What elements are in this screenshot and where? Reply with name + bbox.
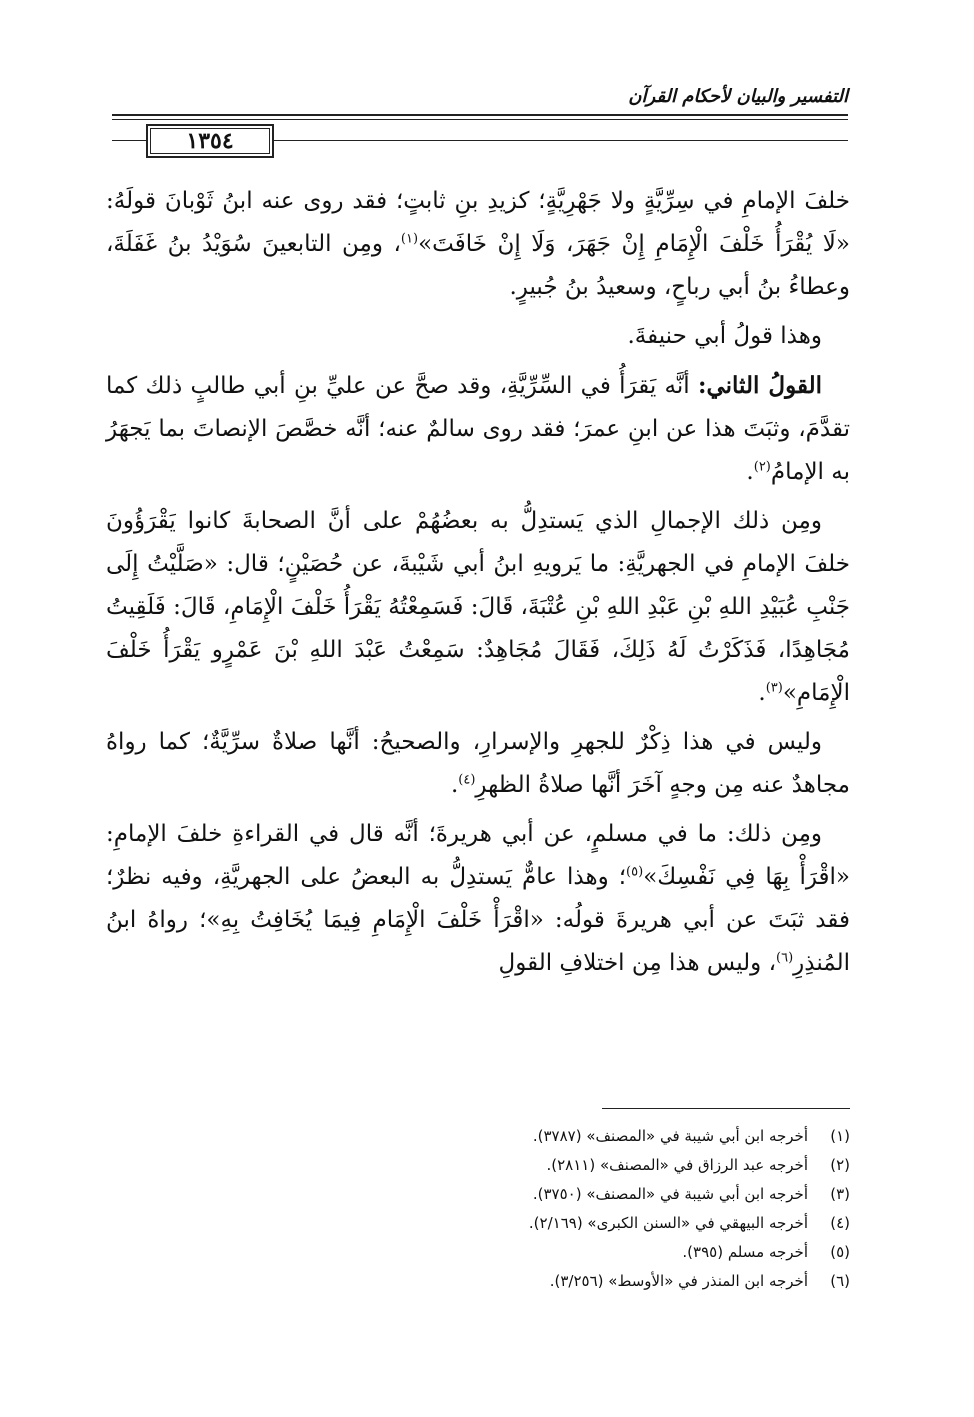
footnote [250, 1238, 850, 1267]
paragraph-text: . [758, 680, 766, 706]
footnote-text: أخرجه مسلم (٣٩٥). [682, 1243, 808, 1261]
paragraph-text: . [746, 459, 754, 485]
header-rule-thin [112, 119, 848, 120]
footnote [250, 1122, 850, 1151]
page-number-rule-right [272, 140, 848, 141]
page-number: ١٣٥٤ [146, 124, 274, 158]
paragraph [106, 500, 850, 715]
running-title: التفسير والبيان لأحكام القرآن [628, 86, 848, 107]
paragraph-text: وهذا قولُ أبي حنيفةَ. [627, 323, 822, 349]
footnote [250, 1180, 850, 1209]
paragraph-text: وليس في هذا ذِكْرٌ للجهرِ والإسرارِ، والصحيحُ: أنَّها صلاةٌ سرِّيَّةٌ؛ كما رواهُ مجاهدٌ عنه مِن وجهٍ آخَرَ أنَّها صلاةُ الظهرِ [106, 729, 850, 798]
footnote [250, 1151, 850, 1180]
footnote-ref: (٣) [765, 680, 783, 696]
paragraph [106, 813, 850, 985]
paragraph-text: ، ومِن التابعينَ سُوَيْدُ بنُ غَفَلَةَ، وعطاءُ بنُ أبي رباحٍ، وسعيدُ بنُ جُبيرٍ. [106, 231, 850, 300]
paragraph [106, 315, 850, 358]
section-lead: القولُ الثاني: [697, 372, 822, 399]
footnote-text: أخرجه ابن أبي شيبة في «المصنف» (٣٧٨٧). [532, 1127, 808, 1145]
footnote [250, 1267, 850, 1296]
paragraph-text: ؛ وهذا عامٌّ يَستدِلُّ به البعضُ على الجهريَّةِ، وفيه نظرٌ؛ فقد ثبَتَ عن أبي هريرةَ قولُه: «اقْرَأْ خَلْفَ الْإِمَامِ فِيمَا يُخَافِتُ بِهِ»؛ رواهُ ابنُ المُنذِرِ [106, 864, 850, 976]
footnote-ref: (٥) [626, 864, 644, 880]
header-rule [112, 114, 848, 116]
footnote-ref: (٤) [458, 772, 476, 788]
paragraph-text: ومِن ذلك الإجمالِ الذي يَستدِلُّ به بعضُهُمْ على أنَّ الصحابةَ كانوا يَقْرَؤُونَ خلفَ الإمامِ في الجهريَّةِ: ما يَرويهِ ابنُ أبي شَيْبةَ، عن حُصَيْنٍ؛ قال: «صَلَّيْتُ إِلَى جَنْبِ عُبَيْدِ اللهِ بْنِ عَبْدِ اللهِ بْنِ عُتْبَةَ، قَالَ: فَسَمِعْتُهُ يَقْرَأُ خَلْفَ الْإِمَامِ، قَالَ: فَلَقِيتُ مُجَاهِدًا، فَذَكَرْتُ لَهُ ذَلِكَ، فَقَالَ مُجَاهِدٌ: سَمِعْتُ عَبْدَ اللهِ بْنَ عَمْرٍو يَقْرَأُ خَلْفَ الْإِمَامِ» [106, 508, 850, 706]
paragraph-text: ، وليس هذا مِن اختلافِ القولِ [498, 950, 777, 976]
footnote-ref: (٦) [776, 950, 794, 966]
footnote-number: (٢) [830, 1156, 850, 1174]
paragraph [106, 364, 850, 494]
footnotes [250, 1122, 850, 1296]
footnote-number: (٦) [830, 1272, 850, 1290]
paragraph-text: . [450, 772, 459, 798]
page-header [112, 86, 848, 164]
paragraph [106, 721, 850, 807]
footnote-number: (١) [830, 1127, 850, 1145]
paragraph [106, 180, 850, 309]
paragraph-text: خلفَ الإمامِ في سِرِّيَّةٍ ولا جَهْرِيَّةٍ؛ كزيدِ بنِ ثابتٍ؛ فقد روى عنه ابنُ ثَوْبانَ قولَهُ: «لَا يُقْرَأُ خَلْفَ الْإِمَامِ إِنْ جَهَرَ، وَلَا إِنْ خَافَتَ» [106, 188, 850, 257]
footnote-number: (٣) [830, 1185, 850, 1203]
footnote-text: أخرجه عبد الرزاق في «المصنف» (٢٨١١). [546, 1156, 808, 1174]
paragraph-text: ومِن ذلك: ما في مسلمٍ، عن أبي هريرةَ؛ أنَّه قال في القراءةِ خلفَ الإمامِ: «اقْرَأْ بِهَا فِي نَفْسِكَ» [106, 821, 850, 890]
footnote-ref: (٢) [753, 459, 771, 475]
footnote-number: (٤) [830, 1214, 850, 1232]
footnote-separator [602, 1108, 850, 1109]
footnote [250, 1209, 850, 1238]
page-number-rule-left [112, 140, 146, 141]
footnote-text: أخرجه البيهقي في «السنن الكبرى» (٢/١٦٩). [528, 1214, 808, 1232]
footnote-text: أخرجه ابن المنذر في «الأوسط» (٣/٢٥٦). [549, 1272, 808, 1290]
footnote-text: أخرجه ابن أبي شيبة في «المصنف» (٣٧٥٠). [532, 1185, 808, 1203]
footnote-number: (٥) [830, 1243, 850, 1261]
footnote-ref: (١) [400, 231, 419, 247]
paragraph-text: أنَّه يَقرَأُ في السِّرِّيَّةِ، وقد صحَّ عن عليِّ بنِ أبي طالبٍ ذلك كما تقدَّمَ، وثبَتَ هذا عن ابنِ عمرَ؛ فقد روى سالمٌ عنه؛ أنَّه خصَّصَ الإنصاتَ بما يَجهَرُ به الإمامُ [106, 373, 850, 485]
main-text [106, 180, 850, 991]
